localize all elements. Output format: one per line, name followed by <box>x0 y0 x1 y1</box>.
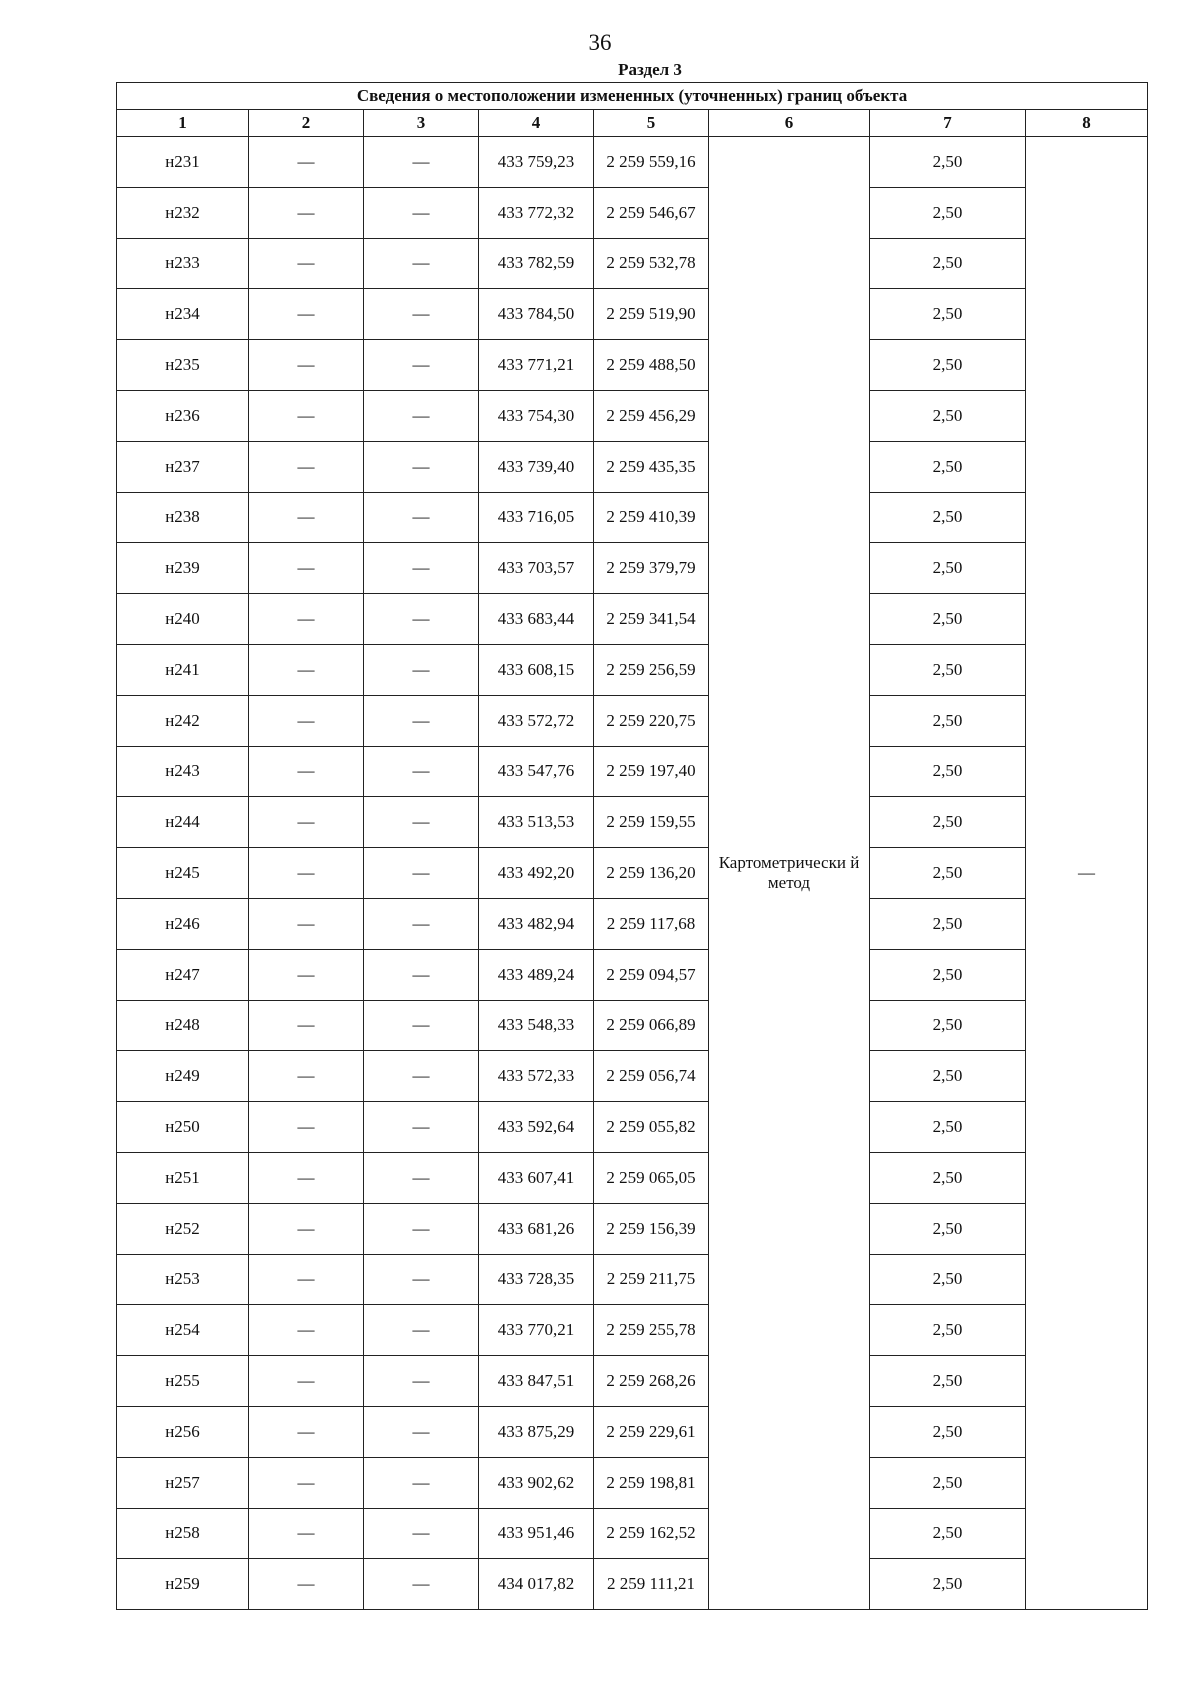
column-3-cell: — <box>364 1406 479 1457</box>
column-number-header: 1 <box>117 110 249 137</box>
point-number-cell: н243 <box>117 746 249 797</box>
table-row <box>117 543 1148 594</box>
x-coordinate-cell: 433 770,21 <box>479 1305 594 1356</box>
point-number-cell: н248 <box>117 1000 249 1051</box>
y-coordinate-cell: 2 259 379,79 <box>594 543 709 594</box>
x-coordinate-cell: 433 728,35 <box>479 1254 594 1305</box>
column-3-cell: — <box>364 340 479 391</box>
accuracy-cell: 2,50 <box>870 797 1026 848</box>
x-coordinate-cell: 433 608,15 <box>479 644 594 695</box>
accuracy-cell: 2,50 <box>870 1457 1026 1508</box>
point-number-cell: н237 <box>117 441 249 492</box>
column-3-cell: — <box>364 848 479 899</box>
table-row <box>117 1102 1148 1153</box>
x-coordinate-cell: 433 703,57 <box>479 543 594 594</box>
table-row <box>117 187 1148 238</box>
y-coordinate-cell: 2 259 435,35 <box>594 441 709 492</box>
y-coordinate-cell: 2 259 162,52 <box>594 1508 709 1559</box>
y-coordinate-cell: 2 259 065,05 <box>594 1152 709 1203</box>
x-coordinate-cell: 433 784,50 <box>479 289 594 340</box>
y-coordinate-cell: 2 259 220,75 <box>594 695 709 746</box>
column-2-cell: — <box>249 644 364 695</box>
column-3-cell: — <box>364 1051 479 1102</box>
accuracy-cell: 2,50 <box>870 644 1026 695</box>
y-coordinate-cell: 2 259 055,82 <box>594 1102 709 1153</box>
table-row <box>117 1356 1148 1407</box>
table-row <box>117 1406 1148 1457</box>
table-row <box>117 238 1148 289</box>
table-row <box>117 797 1148 848</box>
table-row <box>117 695 1148 746</box>
table-caption: Сведения о местоположении измененных (уточненных) границ объекта <box>117 83 1148 110</box>
column-2-cell: — <box>249 492 364 543</box>
accuracy-cell: 2,50 <box>870 441 1026 492</box>
accuracy-cell: 2,50 <box>870 898 1026 949</box>
x-coordinate-cell: 433 875,29 <box>479 1406 594 1457</box>
accuracy-cell: 2,50 <box>870 1000 1026 1051</box>
accuracy-cell: 2,50 <box>870 1305 1026 1356</box>
column-3-cell: — <box>364 746 479 797</box>
y-coordinate-cell: 2 259 159,55 <box>594 797 709 848</box>
column-2-cell: — <box>249 848 364 899</box>
y-coordinate-cell: 2 259 488,50 <box>594 340 709 391</box>
accuracy-cell: 2,50 <box>870 543 1026 594</box>
y-coordinate-cell: 2 259 136,20 <box>594 848 709 899</box>
x-coordinate-cell: 433 482,94 <box>479 898 594 949</box>
point-number-cell: н246 <box>117 898 249 949</box>
column-number-header: 5 <box>594 110 709 137</box>
x-coordinate-cell: 433 547,76 <box>479 746 594 797</box>
x-coordinate-cell: 433 513,53 <box>479 797 594 848</box>
x-coordinate-cell: 433 771,21 <box>479 340 594 391</box>
column-3-cell: — <box>364 695 479 746</box>
column-2-cell: — <box>249 137 364 188</box>
column-3-cell: — <box>364 797 479 848</box>
x-coordinate-cell: 433 492,20 <box>479 848 594 899</box>
accuracy-cell: 2,50 <box>870 1508 1026 1559</box>
table-row <box>117 1000 1148 1051</box>
method-cell: Картометрически й метод <box>709 137 870 1610</box>
accuracy-cell: 2,50 <box>870 1051 1026 1102</box>
column-2-cell: — <box>249 746 364 797</box>
x-coordinate-cell: 433 683,44 <box>479 594 594 645</box>
point-number-cell: н238 <box>117 492 249 543</box>
column-2-cell: — <box>249 441 364 492</box>
table-row <box>117 746 1148 797</box>
table-row <box>117 1152 1148 1203</box>
column-2-cell: — <box>249 1406 364 1457</box>
accuracy-cell: 2,50 <box>870 949 1026 1000</box>
table-row <box>117 594 1148 645</box>
x-coordinate-cell: 433 592,64 <box>479 1102 594 1153</box>
accuracy-cell: 2,50 <box>870 289 1026 340</box>
point-number-cell: н254 <box>117 1305 249 1356</box>
table-body <box>117 137 1148 1610</box>
table-row <box>117 390 1148 441</box>
table-row <box>117 441 1148 492</box>
column-3-cell: — <box>364 1000 479 1051</box>
accuracy-cell: 2,50 <box>870 238 1026 289</box>
point-number-cell: н233 <box>117 238 249 289</box>
column-2-cell: — <box>249 1559 364 1610</box>
y-coordinate-cell: 2 259 229,61 <box>594 1406 709 1457</box>
accuracy-cell: 2,50 <box>870 848 1026 899</box>
y-coordinate-cell: 2 259 117,68 <box>594 898 709 949</box>
table-row <box>117 949 1148 1000</box>
point-number-cell: н252 <box>117 1203 249 1254</box>
x-coordinate-cell: 433 759,23 <box>479 137 594 188</box>
y-coordinate-cell: 2 259 410,39 <box>594 492 709 543</box>
point-number-cell: н241 <box>117 644 249 695</box>
column-2-cell: — <box>249 238 364 289</box>
accuracy-cell: 2,50 <box>870 390 1026 441</box>
table-row <box>117 644 1148 695</box>
y-coordinate-cell: 2 259 519,90 <box>594 289 709 340</box>
point-number-cell: н257 <box>117 1457 249 1508</box>
column-2-cell: — <box>249 1508 364 1559</box>
x-coordinate-cell: 433 754,30 <box>479 390 594 441</box>
x-coordinate-cell: 433 902,62 <box>479 1457 594 1508</box>
x-coordinate-cell: 433 847,51 <box>479 1356 594 1407</box>
column-number-header: 6 <box>709 110 870 137</box>
point-number-cell: н253 <box>117 1254 249 1305</box>
column-3-cell: — <box>364 238 479 289</box>
accuracy-cell: 2,50 <box>870 1406 1026 1457</box>
table-row <box>117 492 1148 543</box>
table-row <box>117 340 1148 391</box>
column-2-cell: — <box>249 1000 364 1051</box>
table-row <box>117 137 1148 188</box>
table-row <box>117 848 1148 899</box>
column-number-header: 3 <box>364 110 479 137</box>
column-2-cell: — <box>249 594 364 645</box>
point-number-cell: н251 <box>117 1152 249 1203</box>
y-coordinate-cell: 2 259 546,67 <box>594 187 709 238</box>
accuracy-cell: 2,50 <box>870 594 1026 645</box>
accuracy-cell: 2,50 <box>870 1152 1026 1203</box>
accuracy-cell: 2,50 <box>870 1254 1026 1305</box>
y-coordinate-cell: 2 259 066,89 <box>594 1000 709 1051</box>
point-number-cell: н232 <box>117 187 249 238</box>
point-number-cell: н242 <box>117 695 249 746</box>
accuracy-cell: 2,50 <box>870 137 1026 188</box>
x-coordinate-cell: 433 607,41 <box>479 1152 594 1203</box>
column-3-cell: — <box>364 1508 479 1559</box>
point-number-cell: н240 <box>117 594 249 645</box>
x-coordinate-cell: 433 716,05 <box>479 492 594 543</box>
x-coordinate-cell: 434 017,82 <box>479 1559 594 1610</box>
column-2-cell: — <box>249 949 364 1000</box>
x-coordinate-cell: 433 572,72 <box>479 695 594 746</box>
column-3-cell: — <box>364 949 479 1000</box>
column-3-cell: — <box>364 543 479 594</box>
accuracy-cell: 2,50 <box>870 695 1026 746</box>
section-title: Раздел 3 <box>618 60 682 79</box>
accuracy-cell: 2,50 <box>870 746 1026 797</box>
boundary-coordinates-table <box>116 82 1148 1610</box>
table-row <box>117 1457 1148 1508</box>
column-2-cell: — <box>249 898 364 949</box>
y-coordinate-cell: 2 259 211,75 <box>594 1254 709 1305</box>
column-3-cell: — <box>364 1559 479 1610</box>
column-3-cell: — <box>364 289 479 340</box>
point-number-cell: н239 <box>117 543 249 594</box>
point-number-cell: н236 <box>117 390 249 441</box>
column-2-cell: — <box>249 187 364 238</box>
y-coordinate-cell: 2 259 268,26 <box>594 1356 709 1407</box>
column-3-cell: — <box>364 898 479 949</box>
point-number-cell: н235 <box>117 340 249 391</box>
column-3-cell: — <box>364 594 479 645</box>
point-number-cell: н256 <box>117 1406 249 1457</box>
column-2-cell: — <box>249 797 364 848</box>
column-3-cell: — <box>364 1356 479 1407</box>
y-coordinate-cell: 2 259 559,16 <box>594 137 709 188</box>
y-coordinate-cell: 2 259 111,21 <box>594 1559 709 1610</box>
column-3-cell: — <box>364 187 479 238</box>
y-coordinate-cell: 2 259 056,74 <box>594 1051 709 1102</box>
x-coordinate-cell: 433 782,59 <box>479 238 594 289</box>
y-coordinate-cell: 2 259 255,78 <box>594 1305 709 1356</box>
column-3-cell: — <box>364 1102 479 1153</box>
table-row <box>117 289 1148 340</box>
page-number: 36 <box>588 30 612 55</box>
column-2-cell: — <box>249 1457 364 1508</box>
point-number-cell: н234 <box>117 289 249 340</box>
table-row <box>117 1559 1148 1610</box>
accuracy-cell: 2,50 <box>870 187 1026 238</box>
accuracy-cell: 2,50 <box>870 340 1026 391</box>
x-coordinate-cell: 433 572,33 <box>479 1051 594 1102</box>
column-2-cell: — <box>249 1254 364 1305</box>
column-3-cell: — <box>364 441 479 492</box>
table-row <box>117 1051 1148 1102</box>
x-coordinate-cell: 433 548,33 <box>479 1000 594 1051</box>
column-3-cell: — <box>364 1254 479 1305</box>
y-coordinate-cell: 2 259 198,81 <box>594 1457 709 1508</box>
x-coordinate-cell: 433 681,26 <box>479 1203 594 1254</box>
y-coordinate-cell: 2 259 532,78 <box>594 238 709 289</box>
column-number-header: 7 <box>870 110 1026 137</box>
column-2-cell: — <box>249 1305 364 1356</box>
point-number-cell: н247 <box>117 949 249 1000</box>
y-coordinate-cell: 2 259 256,59 <box>594 644 709 695</box>
y-coordinate-cell: 2 259 094,57 <box>594 949 709 1000</box>
column-3-cell: — <box>364 1152 479 1203</box>
y-coordinate-cell: 2 259 341,54 <box>594 594 709 645</box>
column-2-cell: — <box>249 1102 364 1153</box>
y-coordinate-cell: 2 259 156,39 <box>594 1203 709 1254</box>
y-coordinate-cell: 2 259 197,40 <box>594 746 709 797</box>
column-number-header: 4 <box>479 110 594 137</box>
x-coordinate-cell: 433 772,32 <box>479 187 594 238</box>
table-row <box>117 1254 1148 1305</box>
accuracy-cell: 2,50 <box>870 1203 1026 1254</box>
column-2-cell: — <box>249 340 364 391</box>
column-8-cell: — <box>1026 137 1148 1610</box>
point-number-cell: н231 <box>117 137 249 188</box>
column-2-cell: — <box>249 289 364 340</box>
x-coordinate-cell: 433 739,40 <box>479 441 594 492</box>
column-3-cell: — <box>364 137 479 188</box>
table-row <box>117 1508 1148 1559</box>
y-coordinate-cell: 2 259 456,29 <box>594 390 709 441</box>
table-row <box>117 1305 1148 1356</box>
accuracy-cell: 2,50 <box>870 1559 1026 1610</box>
column-2-cell: — <box>249 390 364 441</box>
column-2-cell: — <box>249 1356 364 1407</box>
column-number-header: 8 <box>1026 110 1148 137</box>
column-3-cell: — <box>364 1457 479 1508</box>
accuracy-cell: 2,50 <box>870 1356 1026 1407</box>
column-3-cell: — <box>364 492 479 543</box>
column-2-cell: — <box>249 543 364 594</box>
point-number-cell: н259 <box>117 1559 249 1610</box>
column-3-cell: — <box>364 644 479 695</box>
point-number-cell: н255 <box>117 1356 249 1407</box>
column-number-header: 2 <box>249 110 364 137</box>
table-row <box>117 1203 1148 1254</box>
accuracy-cell: 2,50 <box>870 492 1026 543</box>
column-2-cell: — <box>249 1152 364 1203</box>
column-3-cell: — <box>364 1305 479 1356</box>
point-number-cell: н244 <box>117 797 249 848</box>
column-3-cell: — <box>364 1203 479 1254</box>
point-number-cell: н249 <box>117 1051 249 1102</box>
column-3-cell: — <box>364 390 479 441</box>
x-coordinate-cell: 433 951,46 <box>479 1508 594 1559</box>
column-2-cell: — <box>249 1203 364 1254</box>
column-2-cell: — <box>249 695 364 746</box>
table-row <box>117 898 1148 949</box>
column-2-cell: — <box>249 1051 364 1102</box>
point-number-cell: н250 <box>117 1102 249 1153</box>
accuracy-cell: 2,50 <box>870 1102 1026 1153</box>
point-number-cell: н245 <box>117 848 249 899</box>
point-number-cell: н258 <box>117 1508 249 1559</box>
x-coordinate-cell: 433 489,24 <box>479 949 594 1000</box>
